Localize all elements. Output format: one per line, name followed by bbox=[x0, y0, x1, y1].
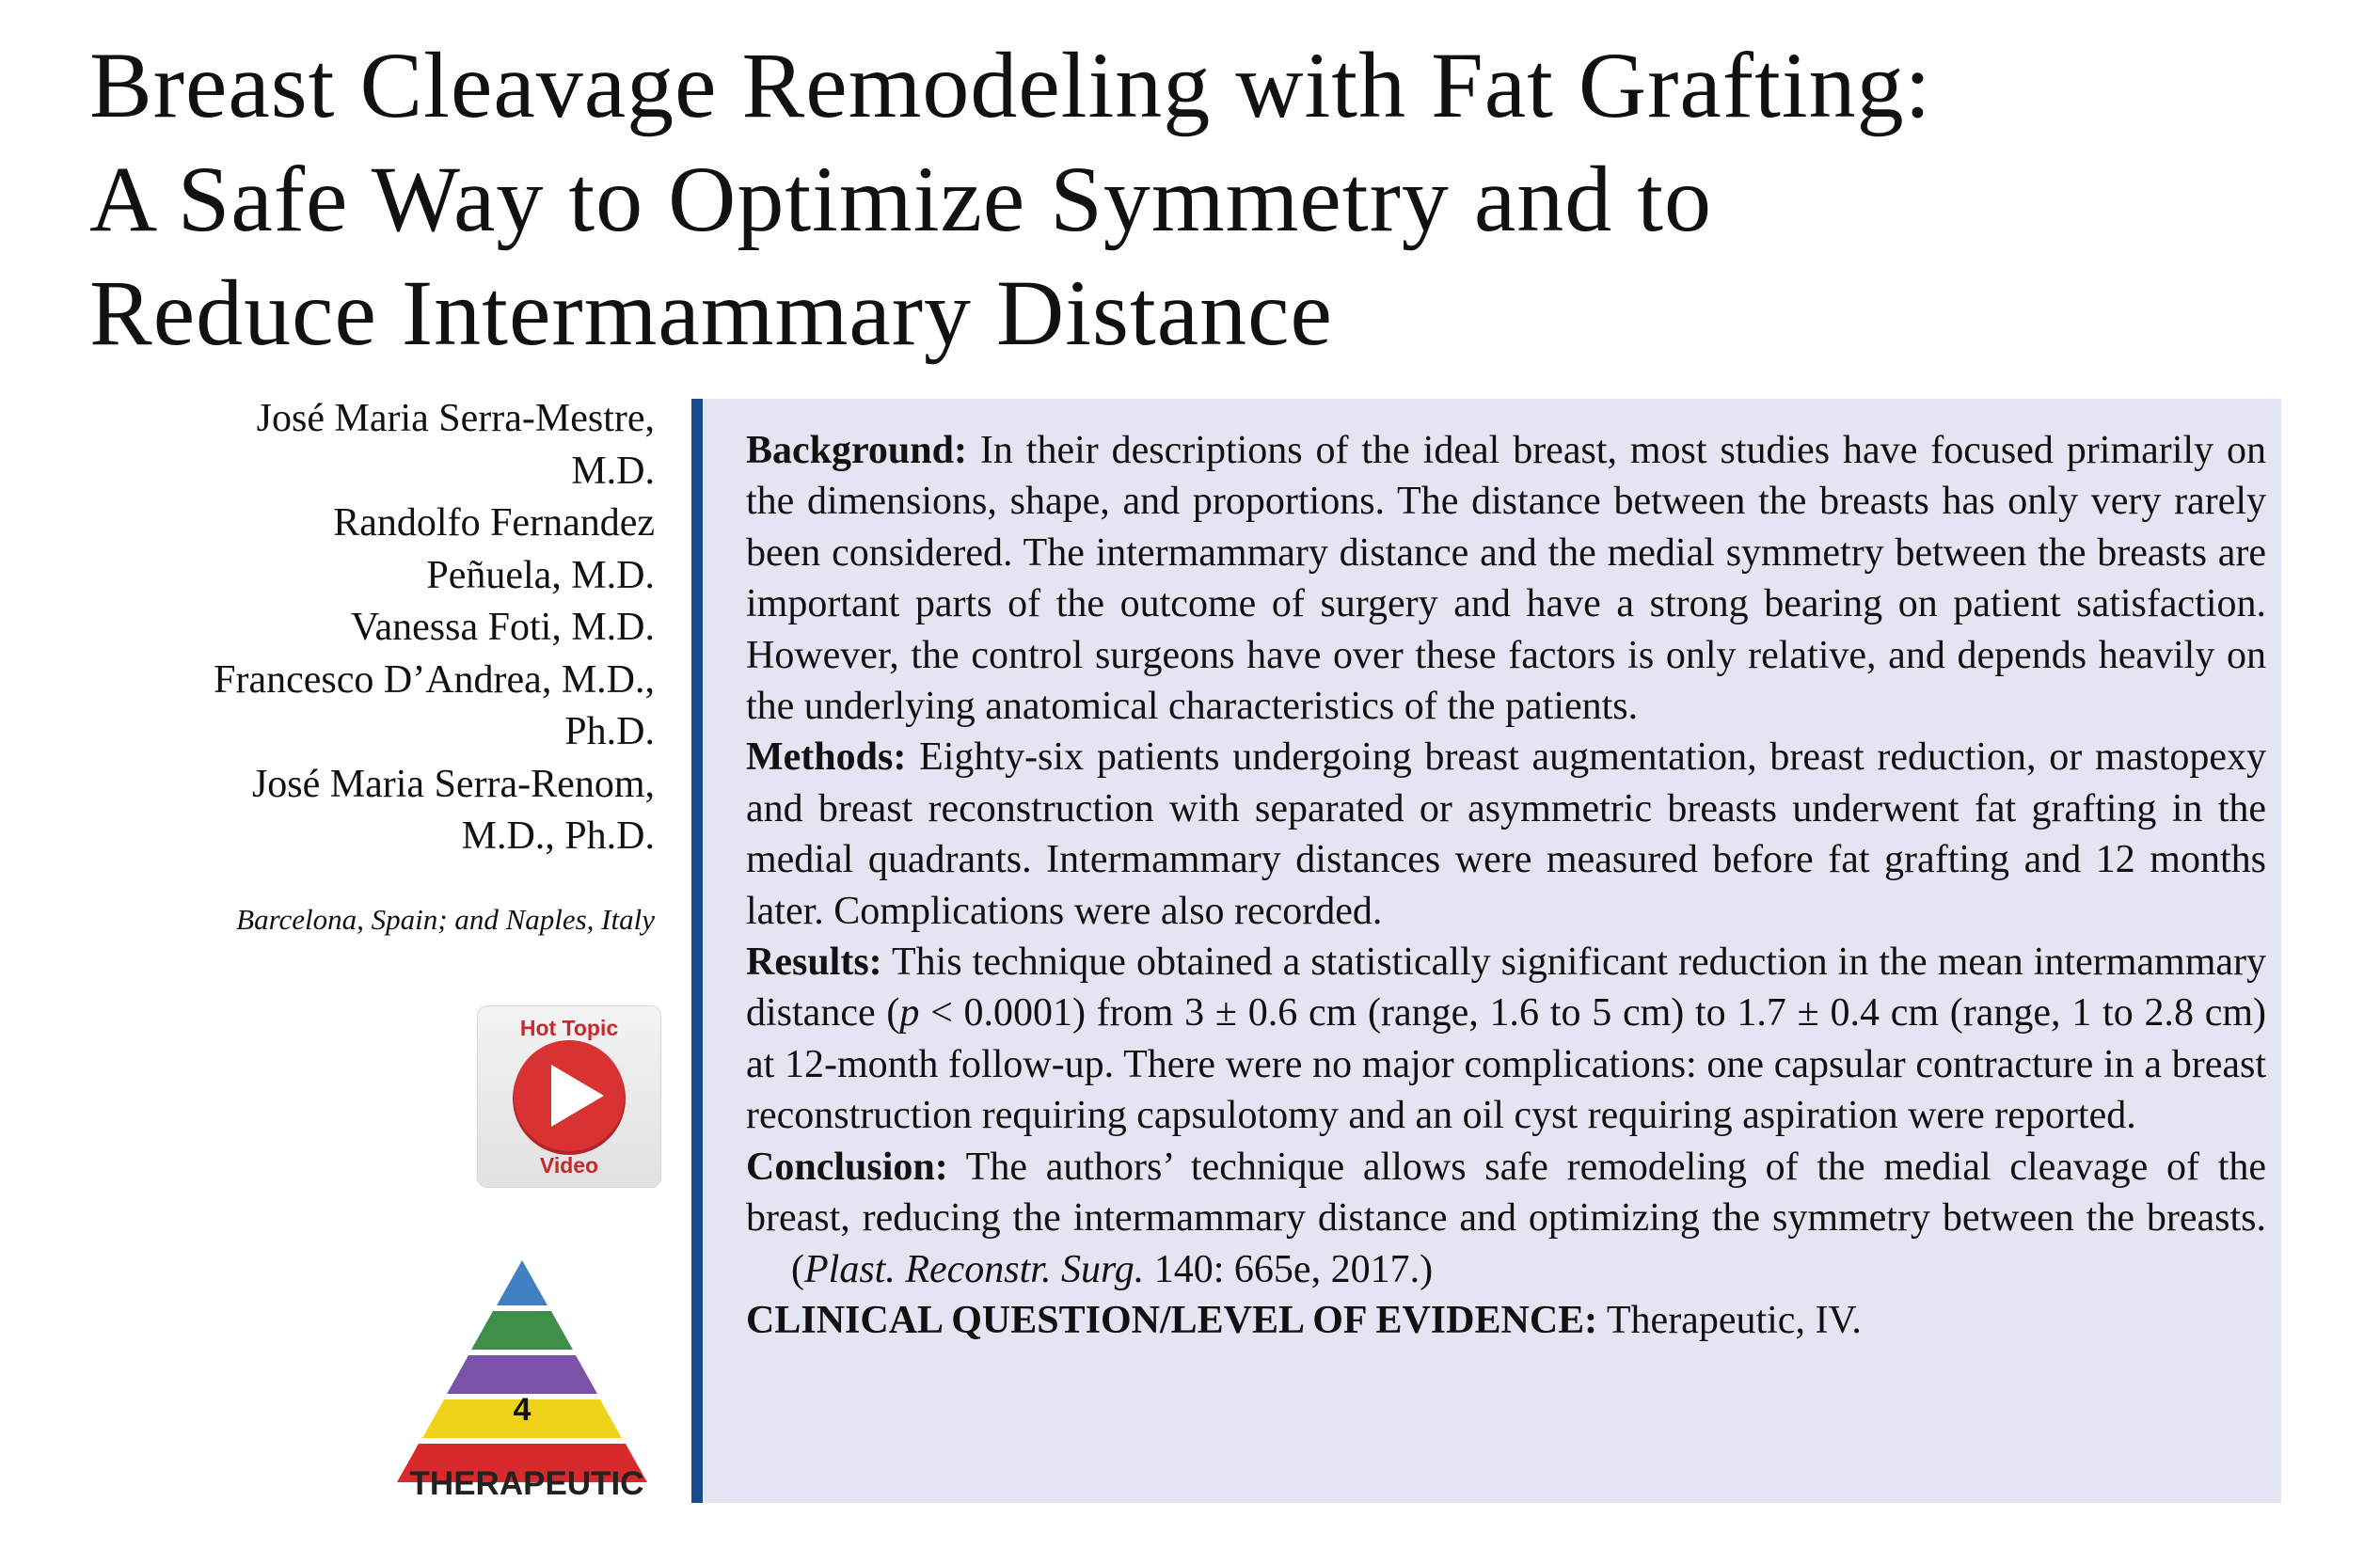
pyramid-tier-3 bbox=[447, 1355, 597, 1394]
citation-journal: Plast. Reconstr. Surg. bbox=[804, 1247, 1145, 1291]
article-title bbox=[89, 28, 2347, 370]
author-line: M.D. bbox=[571, 449, 655, 493]
abstract-methods bbox=[746, 732, 2266, 937]
p-value-symbol: p bbox=[899, 991, 920, 1035]
methods-label: Methods: bbox=[746, 735, 907, 780]
conclusion-label: Conclusion: bbox=[746, 1145, 948, 1189]
results-text-continued: < 0.0001) from 3 ± 0.6 cm (range, 1.6 to 5 cm) to 1.7 ± 0.4 cm (range, 1 to 2.8 cm) at 12-month follow-up. There were no major complications: one capsular contracture in a breast reconstruction requiring capsulotomy and an oil cyst requiring aspiration were reported. bbox=[746, 991, 2266, 1138]
clinical-question-label: CLINICAL QUESTION/LEVEL OF EVIDENCE: bbox=[746, 1298, 1598, 1342]
pyramid-tier-2 bbox=[471, 1311, 573, 1350]
author-line: Vanessa Foti, M.D. bbox=[350, 606, 655, 649]
pyramid-tier-1 bbox=[497, 1260, 547, 1305]
author-line: Ph.D. bbox=[564, 710, 655, 753]
author-list bbox=[56, 393, 655, 863]
title-line-3: Reduce Intermammary Distance bbox=[89, 261, 1333, 365]
methods-text: Eighty-six patients undergoing breast augmentation, breast reduction, or mastopexy and breast reconstruction with separated or asymmetric breasts underwent fat grafting in the medial quadrants. Intermammary distances were measured before fat grafting and 12 months later. Complications were also recorded. bbox=[746, 735, 2266, 933]
background-label: Background: bbox=[746, 429, 967, 472]
abstract-background bbox=[746, 425, 2266, 732]
author-line: José Maria Serra-Mestre, bbox=[256, 397, 655, 440]
author-line: Peñuela, M.D. bbox=[426, 553, 655, 597]
citation-details: 140: 665e, 2017.) bbox=[1144, 1247, 1434, 1291]
clinical-question-text: Therapeutic, IV. bbox=[1597, 1298, 1862, 1342]
author-line: Randolfo Fernandez bbox=[333, 501, 655, 545]
results-label: Results: bbox=[746, 941, 882, 985]
title-line-1: Breast Cleavage Remodeling with Fat Grafting: bbox=[89, 33, 1932, 137]
abstract-text bbox=[746, 425, 2266, 1346]
video-badge-top-label: Hot Topic bbox=[519, 1016, 619, 1040]
evidence-level-number: 4 bbox=[513, 1392, 532, 1428]
evidence-level-label: THERAPEUTIC bbox=[409, 1465, 644, 1502]
author-line: José Maria Serra-Renom, bbox=[251, 762, 655, 806]
citation-open: ( bbox=[791, 1247, 804, 1291]
results-text: This technique obtained a statistically significant reduction in the mean intermammary distance ( bbox=[746, 941, 2266, 1035]
evidence-level-pyramid bbox=[386, 1260, 668, 1507]
abstract-conclusion bbox=[746, 1142, 2266, 1295]
abstract-box bbox=[691, 399, 2281, 1503]
author-line: Francesco D’Andrea, M.D., bbox=[214, 657, 655, 702]
author-line: M.D., Ph.D. bbox=[461, 814, 655, 858]
hot-topic-video-badge[interactable] bbox=[478, 1006, 660, 1187]
title-line-2: A Safe Way to Optimize Symmetry and to bbox=[89, 147, 1713, 251]
abstract-results bbox=[746, 937, 2266, 1142]
video-badge-bottom-label: Video bbox=[539, 1153, 599, 1178]
abstract-clinical-question bbox=[746, 1295, 2266, 1346]
conclusion-text: The authors’ technique allows safe remodeling of the medial cleavage of the breast, reducing the intermammary distance and optimizing the symmetry between the breasts. bbox=[746, 1145, 2266, 1241]
background-text: In their descriptions of the ideal breast, most studies have focused primarily on the dimensions, shape, and proportions. The distance between the breasts has only very rarely been considered. The intermammary distance and the medial symmetry between the breasts are important parts of the outcome of surgery and have a strong bearing on patient satisfaction. However, the control surgeons have over these factors is only relative, and depends heavily on the underlying anatomical characteristics of the patients. bbox=[746, 429, 2266, 729]
affiliation: Barcelona, Spain; and Naples, Italy bbox=[236, 903, 655, 936]
